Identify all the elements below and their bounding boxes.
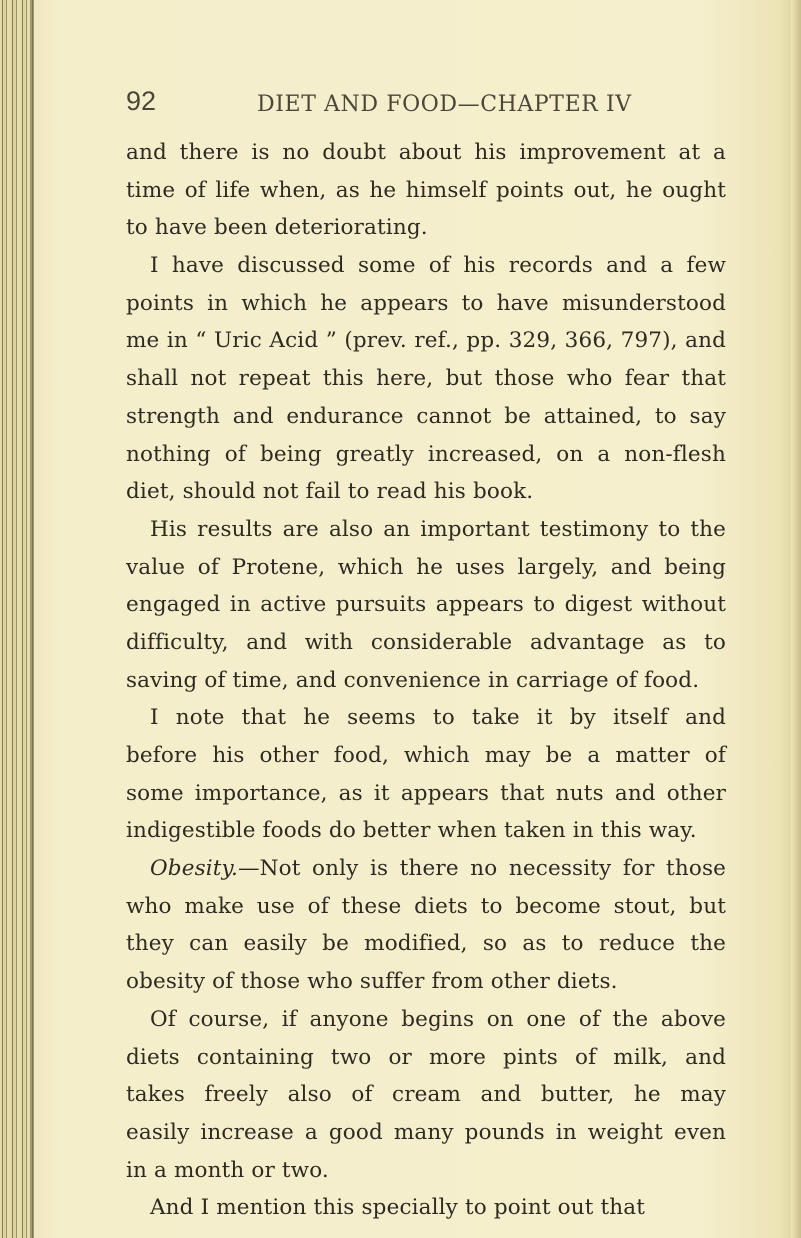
text-line: strength and endurance cannot be attained, to say <box>126 403 726 429</box>
text-line: I have discussed some of his records and a few <box>150 253 726 279</box>
book-binding-edge <box>0 0 34 1238</box>
text-line: difficulty, and with considerable advantage as to <box>126 629 726 655</box>
body-text <box>126 134 726 1227</box>
text-line: takes freely also of cream and butter, he may <box>126 1082 726 1108</box>
text-line: value of Protene, which he uses largely, and being <box>126 554 726 580</box>
text-line: to have been deteriorating. <box>126 215 428 241</box>
text-line: before his other food, which may be a matter of <box>126 743 726 768</box>
text-line: some importance, as it appears that nuts and other <box>126 780 726 806</box>
text-line: Of course, if anyone begins on one of the above <box>150 1006 726 1032</box>
text-line: who make use of these diets to become stout, but <box>126 893 726 919</box>
text-line: shall not repeat this here, but those who fear that <box>126 366 726 392</box>
text-line: easily increase a good many pounds in weight even <box>126 1119 726 1145</box>
text-line: points in which he appears to have misunderstood <box>126 290 726 316</box>
text-line: me in “ Uric Acid ” (prev. ref., pp. 329, 366, 797), and <box>126 328 726 354</box>
page-header <box>126 86 766 126</box>
text-line: I note that he seems to take it by itself and <box>150 705 726 731</box>
text-line: obesity of those who suffer from other diets. <box>126 969 618 995</box>
text-line: time of life when, as he himself points out, he ought <box>126 177 726 203</box>
text-line: diet, should not fail to read his book. <box>126 479 534 505</box>
text-line: in a month or two. <box>126 1157 329 1183</box>
text-line: Obesity.—Not only is there no necessity for those <box>150 856 726 882</box>
page-number: 92 <box>126 86 157 116</box>
text-line: engaged in active pursuits appears to digest without <box>126 592 726 618</box>
text-line: And I mention this specially to point out that <box>150 1195 646 1221</box>
page-right-edge <box>791 0 801 1238</box>
text-line: they can easily be modified, so as to reduce the <box>126 931 726 957</box>
text-line: indigestible foods do better when taken in this way. <box>126 818 697 844</box>
text-line: diets containing two or more pints of milk, and <box>126 1044 726 1070</box>
text-line: and there is no doubt about his improvement at a <box>126 140 726 165</box>
text-line: nothing of being greatly increased, on a non-flesh <box>126 441 726 467</box>
text-line: His results are also an important testimony to the <box>150 516 726 542</box>
text-line: saving of time, and convenience in carriage of food. <box>126 667 700 693</box>
running-head: DIET AND FOOD—CHAPTER IV <box>257 92 632 117</box>
section-run-in-heading: Obesity. <box>150 856 238 882</box>
